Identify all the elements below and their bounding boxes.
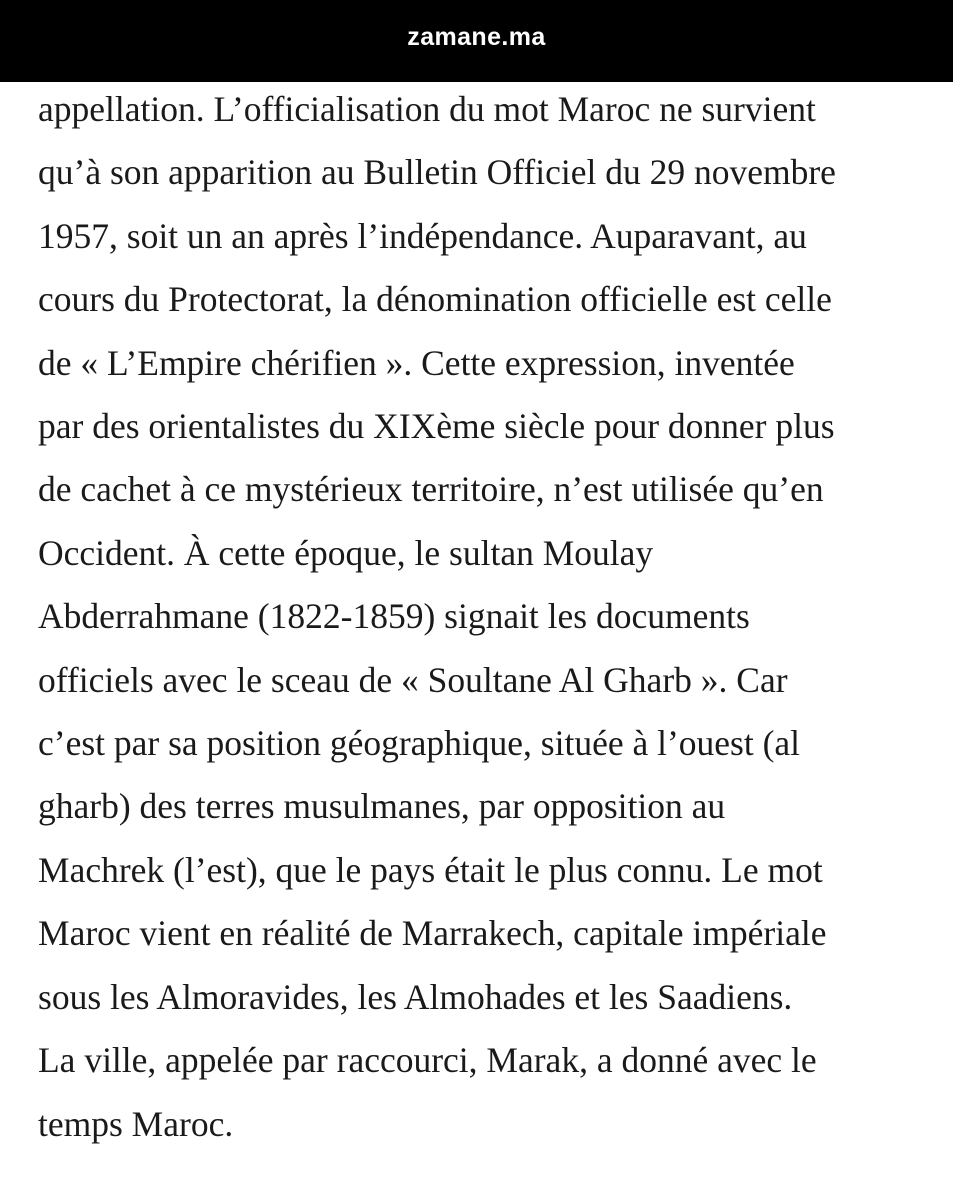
article-line: temps Maroc. xyxy=(38,1103,234,1144)
article-line: par des orientalistes du XIXème siècle pour donner plus xyxy=(38,406,835,447)
article-line: de cachet à ce mystérieux territoire, n’est utilisée qu’en xyxy=(38,469,824,510)
article-line: Abderrahmane (1822-1859) signait les documents xyxy=(38,596,750,637)
article-line: qu’à son apparition au Bulletin Officiel du 29 novembre xyxy=(38,152,836,193)
article-line: gharb) des terres musulmanes, par opposition au xyxy=(38,786,726,827)
article-line: Occident. À cette époque, le sultan Moulay xyxy=(38,532,654,573)
article-line: sous les Almoravides, les Almohades et les Saadiens. xyxy=(38,976,793,1017)
article-text xyxy=(38,78,938,1156)
article-line: appellation. L’officialisation du mot Maroc ne survient xyxy=(38,89,816,129)
article-line: officiels avec le sceau de « Soultane Al Gharb ». Car xyxy=(38,659,788,700)
site-domain-label[interactable]: zamane.ma xyxy=(407,22,546,51)
article-line: Machrek (l’est), que le pays était le plus connu. Le mot xyxy=(38,849,823,890)
article-line: c’est par sa position géographique, située à l’ouest (al xyxy=(38,723,801,764)
article-line: 1957, soit un an après l’indépendance. Auparavant, au xyxy=(38,215,807,256)
article-line: de « L’Empire chérifien ». Cette expression, inventée xyxy=(38,342,795,383)
article-line: cours du Protectorat, la dénomination officielle est celle xyxy=(38,279,832,320)
article-line: Maroc vient en réalité de Marrakech, capitale impériale xyxy=(38,913,827,954)
browser-address-bar[interactable] xyxy=(0,0,953,82)
article-line: La ville, appelée par raccourci, Marak, a donné avec le xyxy=(38,1040,817,1081)
